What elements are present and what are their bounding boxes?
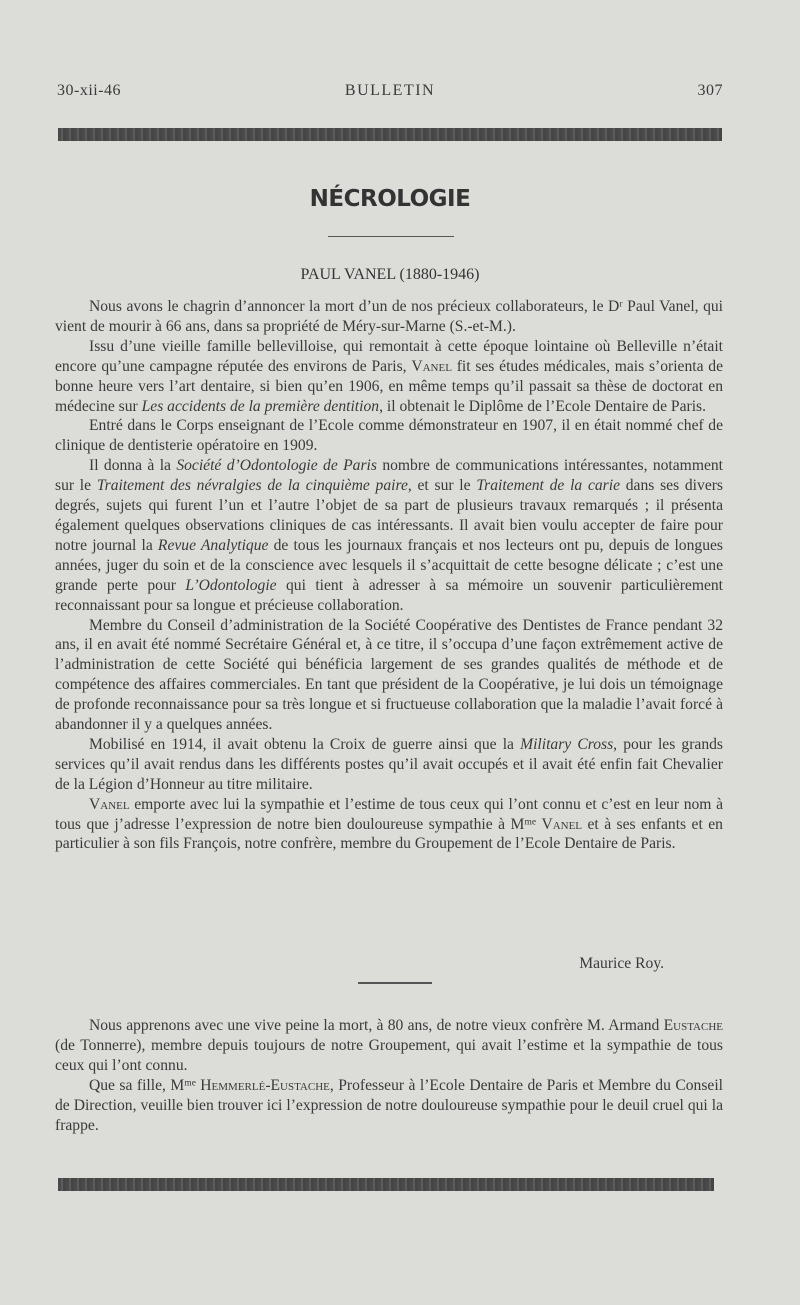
running-head xyxy=(57,82,723,104)
thesis-title: Les accidents de la première dentition xyxy=(141,397,380,415)
page-number: 307 xyxy=(697,82,723,99)
issue-date: 30-xii-46 xyxy=(57,82,122,99)
paragraph: Entré dans le Corps enseignant de l’Ecole comme démonstrateur en 1907, il en était nommé chef de clinique de dentisterie opératoire en 1909. xyxy=(55,417,723,455)
obituary-body xyxy=(55,297,723,854)
signature: Maurice Roy. xyxy=(579,955,664,972)
obituary-heading: PAUL VANEL (1880-1946) xyxy=(300,266,480,283)
paragraph: Issu d’une vieille famille bellevilloise, qui remontait à cette époque lointaine où Belleville n’était encore qu’une campagne réputée des environs de Paris, Vanel fit ses études médicales, mais s’orienta de bonne heure vers l’art dentaire, si bien qu’en 1906, en même temps qu’il passait sa thèse de doctorat en médecine sur Les accidents de la première dentition, il obtenait le Diplôme de l’Ecole Dentaire de Paris. xyxy=(55,337,723,415)
journal-name: BULLETIN xyxy=(344,82,436,99)
paragraph: Nous avons le chagrin d’annoncer la mort d’un de nos précieux collaborateurs, le Dʳ Paul Vanel, qui vient de mourir à 66 ans, dans sa propriété de Méry-sur-Marne (S.-et-M.). xyxy=(55,298,723,335)
second-notice xyxy=(55,1016,723,1135)
title-underline xyxy=(328,236,454,237)
top-ornamental-rule xyxy=(58,128,722,141)
bottom-ornamental-rule xyxy=(58,1178,714,1191)
section-title: NÉCROLOGIE xyxy=(309,186,471,212)
separator-rule xyxy=(358,982,432,984)
paragraph: Membre du Conseil d’administration de la Société Coopérative des Dentistes de France pendant 32 ans, il en avait été nommé Secrétaire Général et, à ce titre, il s’occupa d’une façon extrêmement active de l’administration de cette Société qui bénéficia largement de ses grandes qualités de méthode et de compétence des affaires commerciales. En tant que président de la Coopérative, je lui dois un témoignage de profonde reconnaissance pour sa très longue et si fructueuse collaboration que la maladie l’avait forcé à abandonner il y a quelques années. xyxy=(55,616,723,734)
paragraph: Nous apprenons avec une vive peine la mort, à 80 ans, de notre vieux confrère M. Armand Eustache (de Tonnerre), membre depuis toujours de notre Groupement, qui avait l’estime et la sympathie de tous ceux qui l’ont connu. xyxy=(55,1017,723,1074)
paragraph: Mobilisé en 1914, il avait obtenu la Croix de guerre ainsi que la Military Cross, pour les grands services qu’il avait rendus dans les différents postes qu’il avait occupés et il avait été enfin fait Chevalier de la Légion d’Honneur au titre militaire. xyxy=(55,735,723,793)
paragraph: Que sa fille, Mᵐᵉ Hemmerlé-Eustache, Professeur à l’Ecole Dentaire de Paris et Membre du Conseil de Direction, veuille bien trouver ici l’expression de notre douloureuse sympathie pour le deuil cruel qui la frappe. xyxy=(55,1076,723,1134)
paragraph: Vanel emporte avec lui la sympathie et l’estime de tous ceux qui l’ont connu et c’est en leur nom à tous que j’adresse l’expression de notre bien douloureuse sympathie à Mᵐᵉ Vanel et à ses enfants et en particulier à son fils François, notre confrère, membre du Groupement de l’Ecole Dentaire de Paris. xyxy=(55,795,723,853)
paragraph: Il donna à la Société d’Odontologie de Paris nombre de communications intéressantes, notamment sur le Traitement des névralgies de la cinquième paire, et sur le Traitement de la carie dans ses divers degrés, sujets qui furent l’un et l’autre l’objet de sa part de plusieurs travaux remarqués ; il présenta également quelques observations cliniques de cas intéressants. Il avait bien voulu accepter de faire pour notre journal la Revue Analytique de tous les journaux français et nos lecteurs ont pu, depuis de longues années, juger du soin et de la conscience avec lesquels il s’acquittait de cette besogne délicate ; c’est une grande perte pour L’Odontologie qui tient à adresser à sa mémoire un souvenir particulièrement reconnaissant pour sa longue et précieuse collaboration. xyxy=(55,457,723,614)
